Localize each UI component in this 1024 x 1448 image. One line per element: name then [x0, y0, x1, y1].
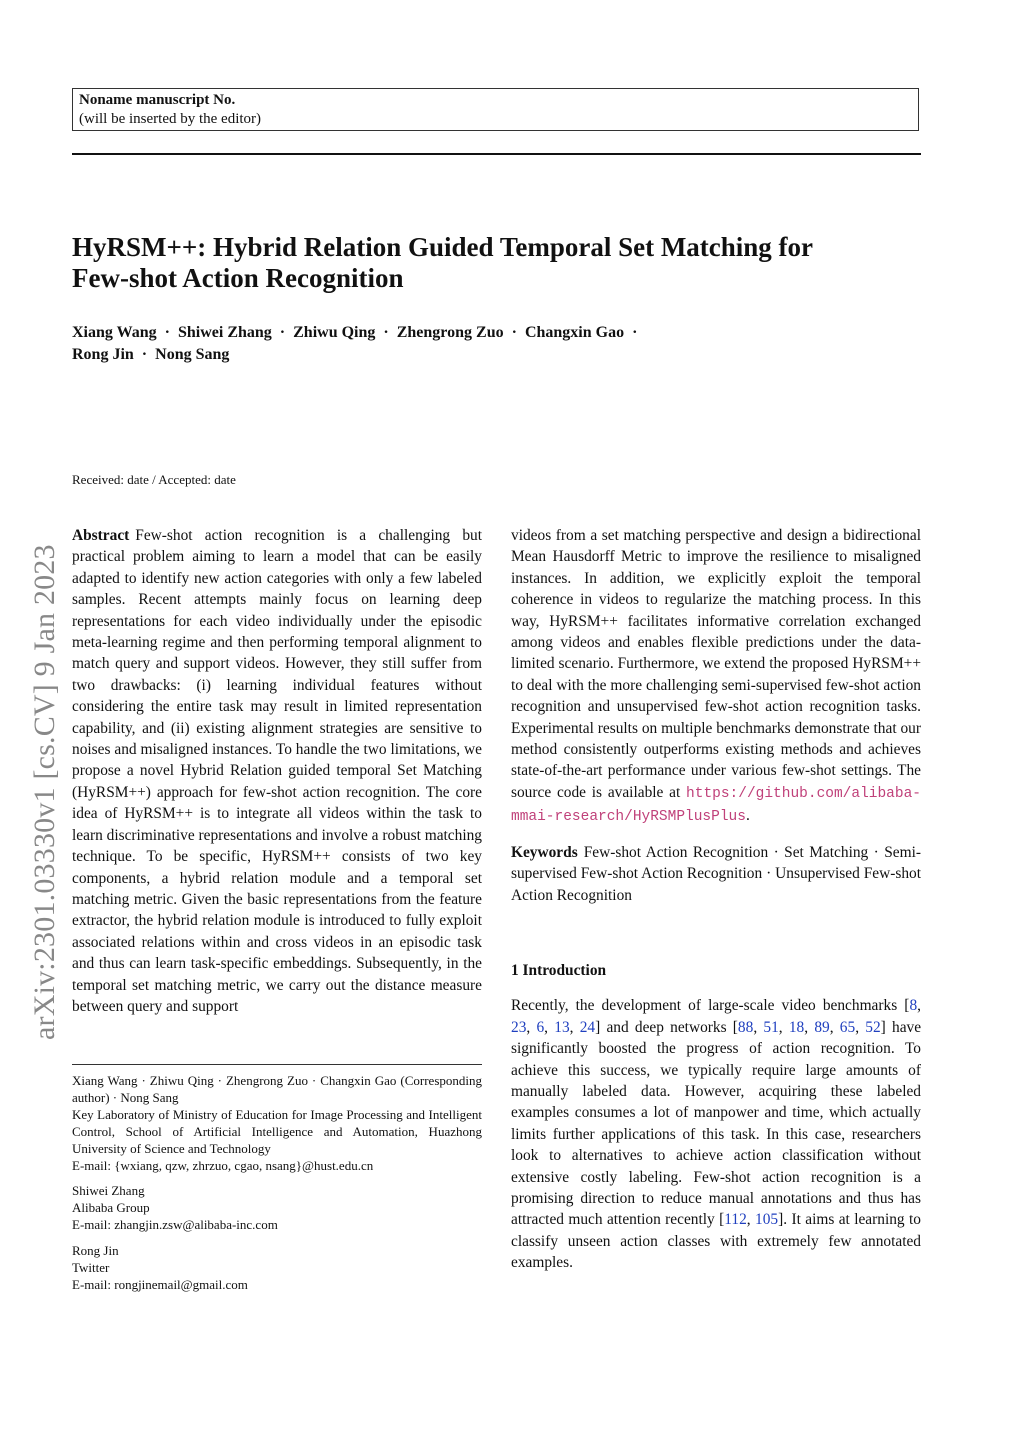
- keywords-text: Few-shot Action Recognition · Set Matching · Semi-supervised Few-shot Action Recognition · Unsupervised Few-shot Action Recognition: [511, 843, 921, 904]
- citation-link[interactable]: 105: [755, 1211, 779, 1229]
- author-separator: ·: [632, 324, 638, 341]
- author-separator: ·: [383, 324, 389, 341]
- author: Xiang Wang: [72, 324, 157, 341]
- footnote-email: E-mail: zhangjin.zsw@alibaba-inc.com: [72, 1217, 278, 1232]
- author: Nong Sang: [155, 346, 230, 363]
- footnote-names: Shiwei Zhang: [72, 1183, 145, 1198]
- citation-link[interactable]: 89: [814, 1018, 830, 1036]
- abstract-end: .: [745, 807, 750, 825]
- abstract-part-1: [72, 525, 482, 1017]
- citation-link[interactable]: 88: [737, 1018, 754, 1036]
- author-separator: ·: [164, 324, 170, 341]
- intro-text: ] and deep networks [: [595, 1018, 738, 1036]
- citation-link[interactable]: 24: [579, 1018, 596, 1036]
- editor-note: (will be inserted by the editor): [79, 111, 262, 127]
- footnote-email: E-mail: rongjinemail@gmail.com: [72, 1277, 248, 1292]
- paper-title: [72, 232, 921, 294]
- author: Zhengrong Zuo: [396, 324, 504, 341]
- intro-text: ]. It aims at learning to classify unseen action classes with extremely few annotated examples.: [511, 1211, 921, 1272]
- title-rule: [72, 153, 921, 155]
- footnote-names: Rong Jin: [72, 1243, 119, 1258]
- author-row-1: [72, 322, 921, 344]
- footnote-affiliation-3: [72, 1242, 482, 1293]
- abstract-label: Abstract: [72, 527, 130, 544]
- footnote-affiliation-2: [72, 1182, 482, 1233]
- citation-link[interactable]: 23: [511, 1018, 527, 1036]
- abstract-text-left: Few-shot action recognition is a challenging but practical problem aiming to learn a model that can be easily adapted to identify new action categories with only a few labeled samples. Recent attempts mainly focus on learning deep representations for each video individually under the episodic meta-learning regime and then performing temporal alignment to match query and support videos. However, they still suffer from two drawbacks: (i) learning individual features without considering the entire task may result in limited representation capability, and (ii) existing alignment strategies are sensitive to noises and misaligned instances. To handle the two limitations, we propose a novel Hybrid Relation guided temporal Set Matching (HyRSM++) approach for few-shot action recognition. The core idea of HyRSM++ is to integrate all videos within the task to learn discriminative representations and involve a robust matching technique. To be specific, HyRSM++ consists of two key components, a hybrid relation module and a temporal set matching metric. Given the basic representations from the feature extractor, the hybrid relation module is introduced to fully exploit associated relations within and cross videos in an episodic task and thus can learn task-specific embeddings. Subsequently, in the temporal set matching metric, we carry out the distance measure between query and support: [72, 527, 482, 1015]
- introduction-paragraph: Recently, the development of large-scale video benchmarks [8, 23, 6, 13, 24] and deep networks [88, 51, 18, 89, 65, 52] have significantly boosted the progress of action recognition. To achieve this success, we typically require large amounts of manually labeled data. However, acquiring these labeled examples consumes a lot of manpower and time, which actually limits further applications of this task. In this case, researchers look to alternatives to achieve action classification without extensive costly labeling. Few-shot action recognition is a promising direction to reduce manual annotations and thus has attracted much attention recently [112, 105]. It aims at learning to classify unseen action classes with extremely few annotated examples.: [511, 997, 922, 1272]
- citation-link[interactable]: 18: [788, 1018, 805, 1036]
- author: Shiwei Zhang: [177, 324, 272, 341]
- title-line-2: Few-shot Action Recognition: [72, 263, 404, 293]
- author-list: [72, 322, 921, 366]
- manuscript-number: Noname manuscript No.: [79, 92, 236, 108]
- footnote-affiliation: Key Laboratory of Ministry of Education for Image Processing and Intelligent Control, School of Artificial Intelligence and Automation, Huazhong University of Science and Technology: [72, 1107, 482, 1156]
- left-column: [72, 525, 482, 1017]
- footnote-affiliation-1: [72, 1072, 482, 1174]
- arxiv-identifier: arXiv:2301.03330v1 [cs.CV] 9 Jan 2023: [28, 544, 61, 1040]
- section-heading-introduction: 1 Introduction: [511, 961, 607, 979]
- footnote-affiliation: Twitter: [72, 1260, 110, 1275]
- title-line-1: HyRSM++: Hybrid Relation Guided Temporal Set Matching for: [72, 232, 814, 262]
- author-row-2: [72, 344, 921, 366]
- citation-link[interactable]: 112: [724, 1211, 747, 1229]
- abstract-text-right: videos from a set matching perspective and design a bidirectional Mean Hausdorff Metric to improve the resilience to misaligned instances. In addition, we explicitly exploit the temporal coherence in videos to regularize the matching process. In this way, HyRSM++ facilitates informative correlation exchanged among videos and enables flexible predictions under the data-limited scenario. Furthermore, we extend the proposed HyRSM++ to deal with the more challenging semi-supervised few-shot action recognition and unsupervised few-shot action recognition tasks. Experimental results on multiple benchmarks demonstrate that our method consistently outperforms existing methods and achieves state-of-the-art performance under various few-shot settings. The source code is available at: [511, 527, 921, 801]
- author: Zhiwu Qing: [293, 324, 376, 341]
- right-column: [511, 525, 921, 1274]
- keywords: [511, 842, 921, 906]
- citation-link[interactable]: 8: [909, 997, 918, 1015]
- citation-link[interactable]: 13: [554, 1018, 570, 1036]
- code-url-link[interactable]: https://github.com/alibaba-mmai-research/HyRSMPlusPlus: [511, 785, 921, 826]
- footnote-rule: [72, 1064, 482, 1065]
- intro-text: ] have significantly boosted the progress of action recognition. To achieve this success, we typically require large amounts of manually labeled data. However, acquiring these labeled examples consumes a lot of manpower and time, which actually limits further applications of this task. In this case, researchers look to alternatives to achieve action classification without extensive costly labeling. Few-shot action recognition is a promising direction to reduce manual annotations and thus has attracted much attention recently [: [511, 1018, 922, 1229]
- author: Rong Jin: [72, 346, 134, 363]
- author-separator: ·: [141, 346, 148, 363]
- received-date: Received: date / Accepted: date: [72, 472, 236, 487]
- citation-link[interactable]: 52: [865, 1018, 881, 1036]
- citation-link[interactable]: 51: [763, 1018, 779, 1036]
- footnote-names: Xiang Wang · Zhiwu Qing · Zhengrong Zuo · Changxin Gao (Corresponding author) · Nong Sang: [72, 1073, 482, 1105]
- intro-text: Recently, the development of large-scale video benchmarks [: [511, 997, 910, 1015]
- abstract-part-2: [511, 525, 921, 829]
- footnote-email: E-mail: {wxiang, qzw, zhrzuo, cgao, nsang}@hust.edu.cn: [72, 1158, 374, 1173]
- author-separator: ·: [511, 324, 517, 341]
- author: Changxin Gao: [524, 324, 625, 341]
- citation-link[interactable]: 65: [839, 1018, 856, 1036]
- author-separator: ·: [279, 324, 286, 341]
- citation-link[interactable]: 6: [536, 1018, 545, 1036]
- footnote-affiliation: Alibaba Group: [72, 1200, 150, 1215]
- editor-note-box: [72, 88, 919, 131]
- keywords-label: Keywords: [511, 843, 578, 861]
